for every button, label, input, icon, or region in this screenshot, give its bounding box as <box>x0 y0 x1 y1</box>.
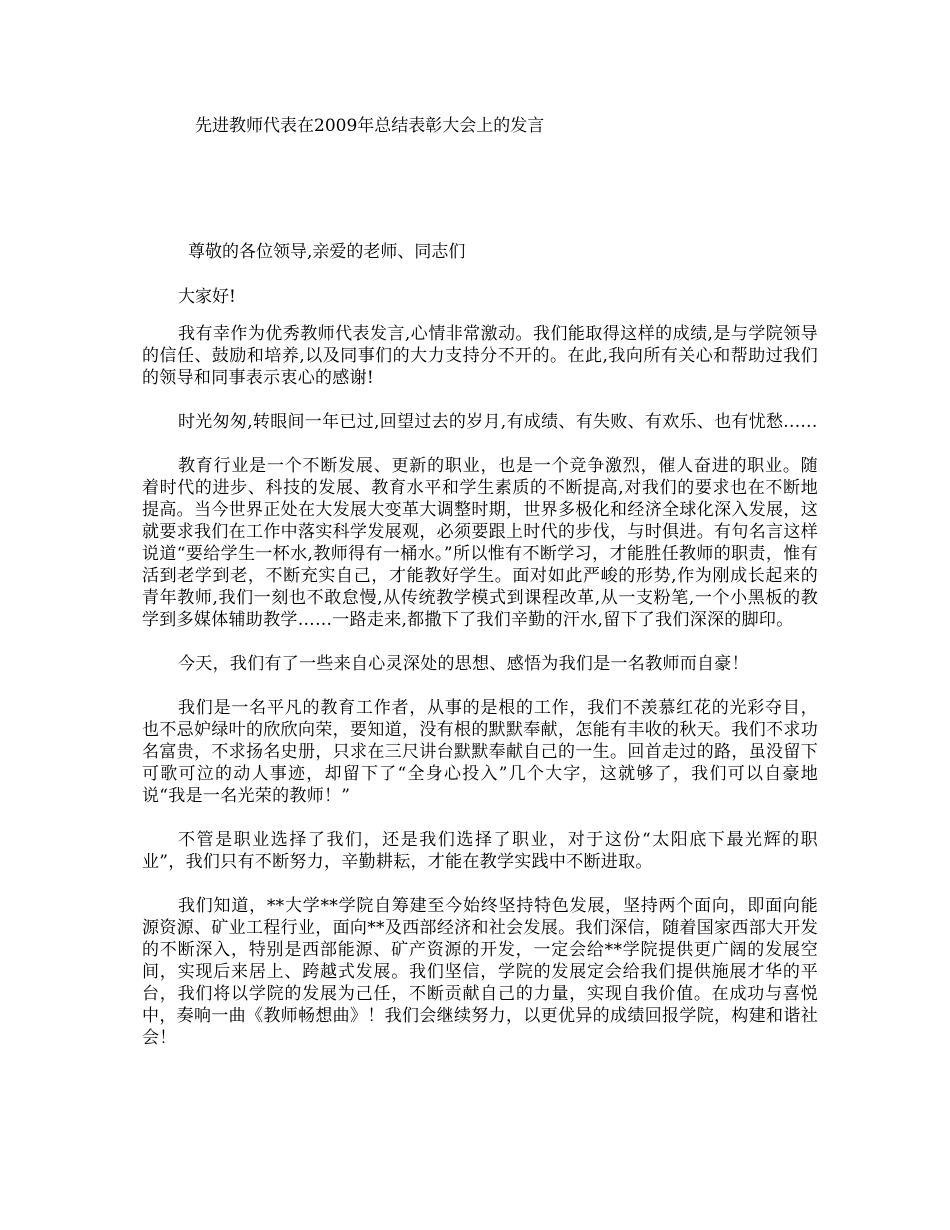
paragraph-education: 教育行业是一个不断发展、更新的职业，也是一个竞争激烈，催人奋进的职业。随着时代的进步、科技的发展、教育水平和学生素质的不断提高,对我们的要求也在不断地提高。当今世界正处在大发展大变革大调整时期，世界多极化和经济全球化深入发展，这就要求我们在工作中落实科学发展观，必须要跟上时代的步伐，与时俱进。有句名言这样说道“要给学生一杯水,教师得有一桶水。”所以惟有不断学习，才能胜任教师的职责，惟有活到老学到老，不断充实自己，才能教好学生。面对如此严峻的形势,作为刚成长起来的青年教师,我们一刻也不敢怠慢,从传统教学模式到课程改革,从一支粉笔,一个小黑板的教学到多媒体辅助教学……一路走来,都撒下了我们辛勤的汗水,留下了我们深深的脚印。 <box>142 456 818 630</box>
paragraph-ordinary: 我们是一名平凡的教育工作者，从事的是根的工作，我们不羡慕红花的光彩夺目，也不忌妒绿叶的欣欣向荣，要知道，没有根的默默奉献，怎能有丰收的秋天。我们不求功名富贵，不求扬名史册，只求在三尺讲台默默奉献自己的一生。回首走过的路，虽没留下可歌可泣的动人事迹，却留下了“全身心投入”几个大字，这就够了，我们可以自豪地说“我是一名光荣的教师！” <box>142 698 818 806</box>
document-body <box>142 323 818 1071</box>
paragraph-time: 时光匆匆,转眼间一年已过,回望过去的岁月,有成绩、有失败、有欢乐、也有忧愁...... <box>178 412 818 432</box>
paragraph-profession: 不管是职业选择了我们，还是我们选择了职业，对于这份“太阳底下最光辉的职业”，我们只有不断努力，辛勤耕耘，才能在教学实践中不断进取。 <box>142 830 818 872</box>
document-title: 先进教师代表在2009年总结表彰大会上的发言 <box>195 116 545 136</box>
paragraph-thanks: 我有幸作为优秀教师代表发言,心情非常激动。我们能取得这样的成绩,是与学院领导的信任、鼓励和培养,以及同事们的大力支持分不开的。在此,我向所有关心和帮助过我们的领导和同事表示衷心的感谢! <box>142 324 818 388</box>
paragraph-today: 今天，我们有了一些来自心灵深处的思想、感悟为我们是一名教师而自豪！ <box>178 654 749 674</box>
salutation: 尊敬的各位领导,亲爱的老师、同志们 <box>188 242 466 262</box>
paragraph-college: 我们知道，**大学**学院自筹建至今始终坚持特色发展，坚持两个面向，即面向能源资源、矿业工程行业，面向**及西部经济和社会发展。我们深信，随着国家西部大开发的不断深入，特别是西部能源、矿产资源的开发，一定会给**学院提供更广阔的发展空间，实现后来居上、跨越式发展。我们坚信，学院的发展定会给我们提供施展才华的平台，我们将以学院的发展为己任，不断贡献自己的力量，实现自我价值。在成功与喜悦中，奏响一曲《教师畅想曲》！我们会继续努力，以更优异的成绩回报学院，构建和谐社会！ <box>142 896 818 1048</box>
greeting: 大家好! <box>178 287 236 307</box>
